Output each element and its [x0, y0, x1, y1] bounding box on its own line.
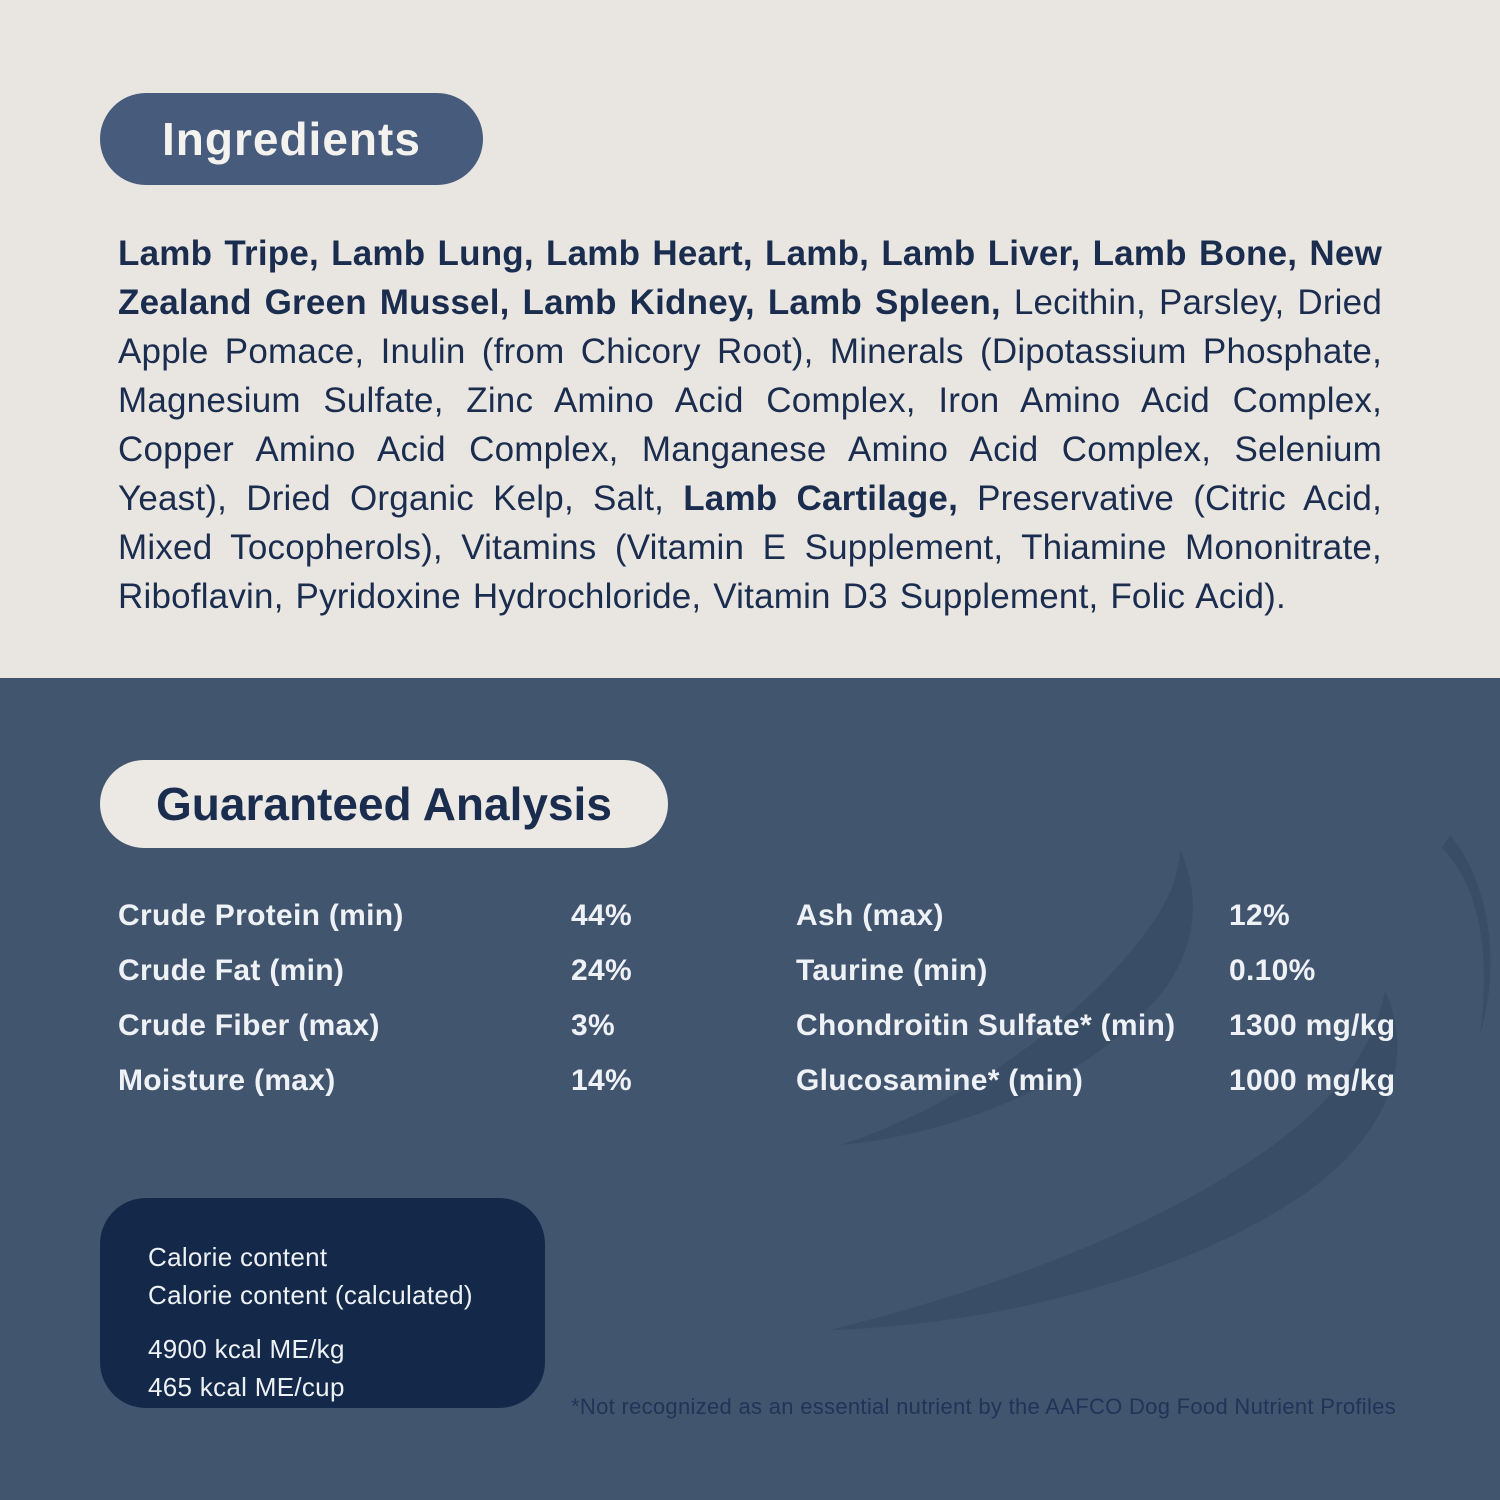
analysis-value: 24% — [571, 954, 632, 987]
calorie-spacer — [148, 1314, 545, 1330]
analysis-table — [118, 888, 1410, 1108]
ingredients-section — [0, 0, 1500, 678]
analysis-value: 14% — [571, 1064, 632, 1097]
analysis-title: Guaranteed Analysis — [156, 778, 612, 830]
analysis-label: Moisture (max) — [118, 1064, 336, 1097]
analysis-label: Taurine (min) — [796, 954, 988, 987]
ingredients-text — [118, 229, 1382, 621]
analysis-value: 3% — [571, 1009, 615, 1042]
aafco-footnote: *Not recognized as an essential nutrient by the AAFCO Dog Food Nutrient Profiles — [571, 1394, 1396, 1419]
analysis-label: Glucosamine* (min) — [796, 1064, 1084, 1097]
calorie-line: Calorie content (calculated) — [148, 1280, 473, 1310]
analysis-label: Crude Fiber (max) — [118, 1009, 380, 1042]
calorie-value: 4900 kcal ME/kg — [148, 1334, 345, 1364]
ingredients-bold-lead: Lamb Tripe, Lamb Lung, Lamb Heart, Lamb, Lamb Liver, Lamb Bone, New Zealand Green Mussel, Lamb Kidney, Lamb Spleen, — [118, 234, 1382, 322]
analysis-value: 1300 mg/kg — [1229, 1009, 1396, 1042]
analysis-value: 44% — [571, 899, 632, 932]
ingredients-bold-cartilage: Lamb Cartilage, — [683, 479, 978, 518]
ingredients-regular-mid: Lecithin, Parsley, Dried Apple Pomace, Inulin (from Chicory Root), Minerals (Dipotassium Phosphate, Magnesium Sulfate, Zinc Amino Acid Complex, Iron Amino Acid Complex, Copper Amino Acid Complex, Manganese Amino Acid Complex, Selenium Yeast), Dried Organic Kelp, Salt, — [118, 283, 1382, 518]
calorie-value: 465 kcal ME/cup — [148, 1372, 345, 1402]
calorie-line: Calorie content — [148, 1242, 328, 1272]
ingredients-title: Ingredients — [162, 113, 421, 165]
calorie-content-box — [100, 1198, 545, 1408]
ingredients-regular-tail: Preservative (Citric Acid, Mixed Tocopherols), Vitamins (Vitamin E Supplement, Thiamine Mononitrate, Riboflavin, Pyridoxine Hydrochloride, Vitamin D3 Supplement, Folic Acid). — [118, 479, 1382, 616]
analysis-value: 0.10% — [1229, 954, 1316, 987]
analysis-title-pill — [100, 760, 668, 848]
analysis-label: Crude Protein (min) — [118, 899, 404, 932]
analysis-label: Crude Fat (min) — [118, 954, 345, 987]
analysis-value: 1000 mg/kg — [1229, 1064, 1396, 1097]
analysis-label: Ash (max) — [796, 899, 944, 932]
analysis-label: Chondroitin Sulfate* (min) — [796, 1009, 1176, 1042]
analysis-value: 12% — [1229, 899, 1290, 932]
ingredients-title-badge — [100, 93, 483, 185]
guaranteed-analysis-section — [0, 678, 1500, 1500]
